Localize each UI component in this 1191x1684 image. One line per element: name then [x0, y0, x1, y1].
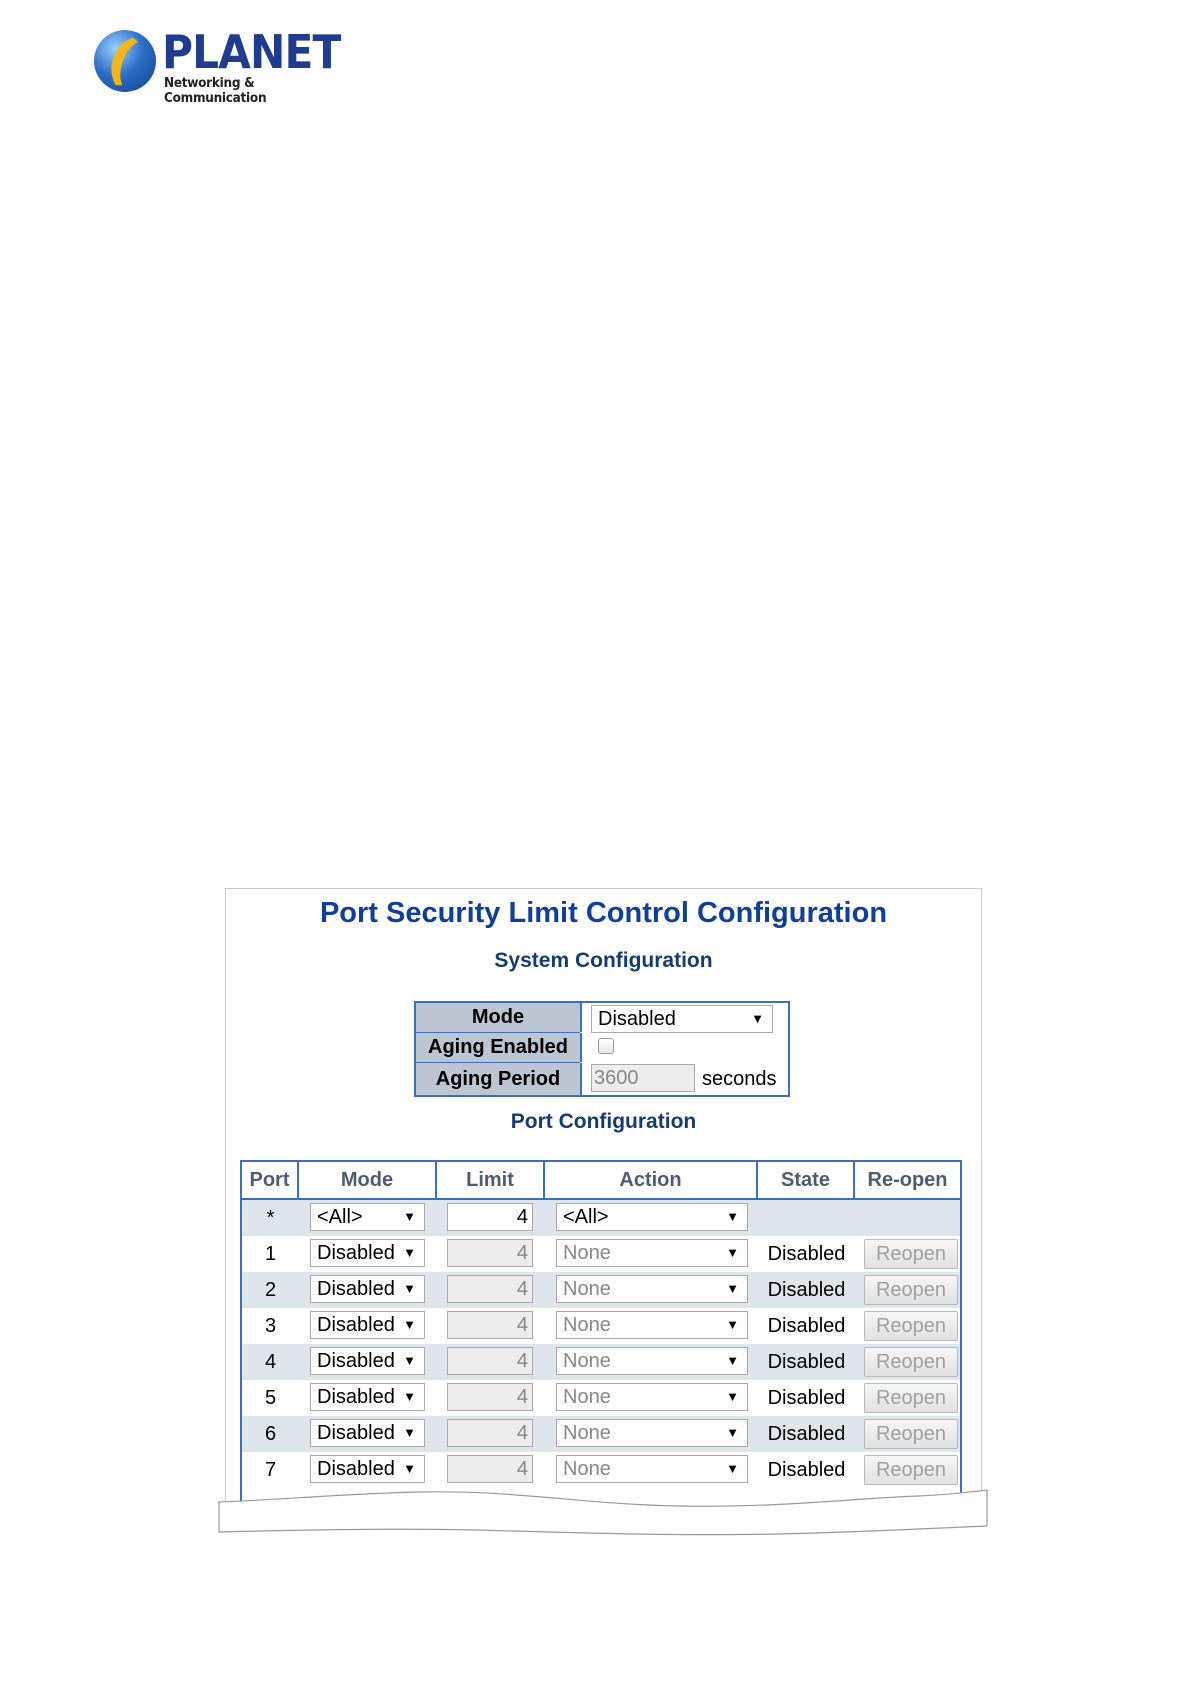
port-config-heading: Port Configuration	[510, 1110, 697, 1133]
port-number: 7	[264, 1459, 277, 1481]
chevron-down-icon: ▼	[726, 1425, 739, 1440]
chevron-down-icon: ▼	[403, 1317, 416, 1332]
reopen-button[interactable]: Reopen	[864, 1347, 958, 1377]
port-number: 2	[264, 1279, 277, 1301]
chevron-down-icon: ▼	[726, 1245, 739, 1260]
chevron-down-icon: ▼	[726, 1317, 739, 1332]
chevron-down-icon: ▼	[403, 1425, 416, 1440]
all-mode-value: <All>	[317, 1206, 363, 1228]
port-config-table	[240, 1160, 962, 1509]
port-action-select[interactable]	[556, 1239, 748, 1267]
col-action: Action	[545, 1162, 758, 1198]
port-mode-select[interactable]	[310, 1419, 425, 1447]
port-mode-select[interactable]	[310, 1347, 425, 1375]
port-limit-input[interactable]: 4	[447, 1383, 533, 1411]
table-header	[242, 1162, 960, 1198]
reopen-button[interactable]: Reopen	[864, 1311, 958, 1341]
system-config-heading: System Configuration	[494, 949, 713, 972]
all-action-value: <All>	[563, 1206, 609, 1228]
aging-period-input[interactable]: 3600	[591, 1064, 695, 1092]
col-port: Port	[242, 1162, 299, 1198]
aging-enabled-label: Aging Enabled	[416, 1033, 582, 1062]
all-action-select[interactable]	[556, 1203, 748, 1231]
port-limit-input[interactable]: 4	[447, 1347, 533, 1375]
reopen-button[interactable]: Reopen	[864, 1239, 958, 1269]
reopen-button[interactable]: Reopen	[864, 1455, 958, 1485]
port-action-select[interactable]	[556, 1347, 748, 1375]
port-action-select[interactable]	[556, 1419, 748, 1447]
chevron-down-icon: ▼	[751, 1011, 764, 1026]
port-mode-value: Disabled	[317, 1278, 395, 1300]
config-panel	[225, 888, 982, 1509]
port-action-value: None	[563, 1458, 611, 1480]
port-mode-value: Disabled	[317, 1386, 395, 1408]
col-mode: Mode	[299, 1162, 437, 1198]
table-row-all	[242, 1200, 960, 1236]
port-limit-input[interactable]: 4	[447, 1239, 533, 1267]
col-reopen: Re-open	[867, 1169, 948, 1191]
port-mode-select[interactable]	[310, 1311, 425, 1339]
port-number: 3	[264, 1315, 277, 1337]
planet-logo	[92, 25, 352, 106]
aging-period-unit: seconds	[702, 1068, 777, 1090]
reopen-button[interactable]: Reopen	[864, 1383, 958, 1413]
port-mode-value: Disabled	[317, 1422, 395, 1444]
table-row	[242, 1380, 960, 1416]
system-config-table	[414, 1001, 790, 1097]
port-mode-value: Disabled	[317, 1314, 395, 1336]
port-limit-input[interactable]: 4	[447, 1419, 533, 1447]
port-state: Disabled	[767, 1423, 846, 1445]
logo-brand-text: PLANET	[162, 25, 341, 79]
port-state: Disabled	[767, 1459, 846, 1481]
port-mode-select[interactable]	[310, 1239, 425, 1267]
torn-edge-decoration	[218, 1470, 988, 1540]
port-number: 6	[264, 1423, 277, 1445]
port-mode-value: Disabled	[317, 1242, 395, 1264]
port-action-value: None	[563, 1386, 611, 1408]
port-limit-input[interactable]: 4	[447, 1275, 533, 1303]
port-action-select[interactable]	[556, 1383, 748, 1411]
reopen-button[interactable]: Reopen	[864, 1275, 958, 1305]
port-action-select[interactable]	[556, 1275, 748, 1303]
mode-label: Mode	[416, 1003, 582, 1032]
table-row	[242, 1272, 960, 1308]
port-state: Disabled	[767, 1351, 846, 1373]
port-number: 1	[264, 1243, 277, 1265]
port-action-value: None	[563, 1278, 611, 1300]
all-mode-select[interactable]	[310, 1203, 425, 1231]
table-row	[242, 1308, 960, 1344]
port-action-select[interactable]	[556, 1311, 748, 1339]
chevron-down-icon: ▼	[403, 1209, 416, 1224]
system-mode-value: Disabled	[598, 1008, 676, 1030]
port-number: 5	[264, 1387, 277, 1409]
chevron-down-icon: ▼	[726, 1461, 739, 1476]
port-state: Disabled	[767, 1279, 846, 1301]
port-state: Disabled	[767, 1315, 846, 1337]
table-row	[242, 1236, 960, 1272]
logo-tagline: Networking & Communication	[164, 76, 267, 106]
col-state: State	[758, 1162, 855, 1198]
system-mode-select[interactable]	[591, 1005, 773, 1033]
table-row	[242, 1416, 960, 1452]
table-row	[242, 1344, 960, 1380]
port-cell: *	[266, 1207, 275, 1229]
port-state: Disabled	[767, 1243, 846, 1265]
all-limit-input[interactable]: 4	[447, 1203, 533, 1231]
port-action-value: None	[563, 1422, 611, 1444]
col-limit: Limit	[437, 1162, 545, 1198]
aging-enabled-checkbox[interactable]	[598, 1038, 614, 1054]
port-limit-input[interactable]: 4	[447, 1455, 533, 1483]
page-title: Port Security Limit Control Configuration	[319, 897, 888, 929]
port-mode-select[interactable]	[310, 1383, 425, 1411]
reopen-button[interactable]: Reopen	[864, 1419, 958, 1449]
aging-period-label: Aging Period	[416, 1063, 582, 1095]
chevron-down-icon: ▼	[726, 1209, 739, 1224]
port-mode-value: Disabled	[317, 1458, 395, 1480]
port-number: 4	[264, 1351, 277, 1373]
chevron-down-icon: ▼	[726, 1353, 739, 1368]
chevron-down-icon: ▼	[403, 1389, 416, 1404]
port-limit-input[interactable]: 4	[447, 1311, 533, 1339]
port-action-value: None	[563, 1314, 611, 1336]
globe-logo-icon	[94, 30, 156, 92]
chevron-down-icon: ▼	[403, 1353, 416, 1368]
chevron-down-icon: ▼	[726, 1389, 739, 1404]
port-mode-select[interactable]	[310, 1275, 425, 1303]
chevron-down-icon: ▼	[403, 1281, 416, 1296]
chevron-down-icon: ▼	[403, 1461, 416, 1476]
port-action-value: None	[563, 1350, 611, 1372]
chevron-down-icon: ▼	[726, 1281, 739, 1296]
port-mode-value: Disabled	[317, 1350, 395, 1372]
chevron-down-icon: ▼	[403, 1245, 416, 1260]
port-action-value: None	[563, 1242, 611, 1264]
port-state: Disabled	[767, 1387, 846, 1409]
